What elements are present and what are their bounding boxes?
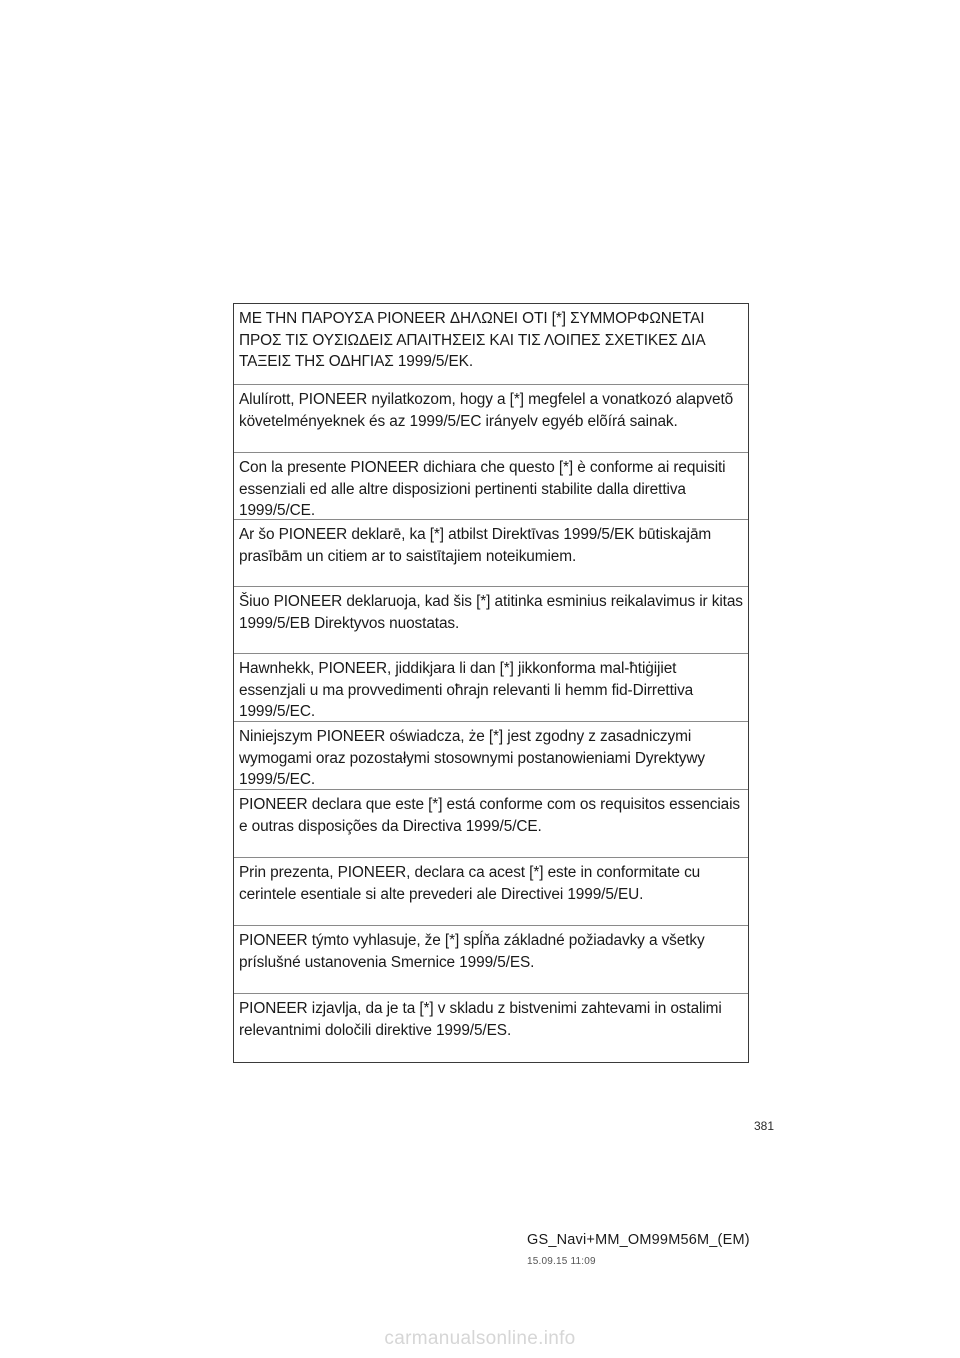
page-number: 381 bbox=[754, 1119, 775, 1133]
declaration-romanian: Prin prezenta, PIONEER, declara ca acest [*] este in conformitate cu cerintele esentiale si alte prevederi ale Directivei 1999/5/EU. bbox=[234, 858, 748, 926]
watermark-text: carmanualsonline.info bbox=[384, 1328, 576, 1349]
footer-date-time: 15.09.15 11:09 bbox=[527, 1256, 596, 1267]
declaration-italian: Con la presente PIONEER dichiara che questo [*] è conforme ai requisiti essenziali ed alle altre disposizioni pertinenti stabilite dalla direttiva 1999/5/CE. bbox=[234, 453, 748, 520]
declaration-lithuanian: Šiuo PIONEER deklaruoja, kad šis [*] atitinka esminius reikalavimus ir kitas 1999/5/EB Direktyvos nuostatas. bbox=[234, 587, 748, 654]
declaration-maltese: Hawnhekk, PIONEER, jiddikjara li dan [*] jikkonforma mal-ħtiġijiet essenzjali u ma provvedimenti oħrajn relevanti li hemm fid-Dirrettiva 1999/5/EC. bbox=[234, 654, 748, 722]
declaration-polish: Niniejszym PIONEER oświadcza, że [*] jest zgodny z zasadniczymi wymogami oraz pozostałymi stosownymi postanowieniami Dyrektywy 1999/5/EC. bbox=[234, 722, 748, 790]
footer-document-id: GS_Navi+MM_OM99M56M_(EM) bbox=[527, 1232, 750, 1248]
declaration-latvian: Ar šo PIONEER deklarē, ka [*] atbilst Direktīvas 1999/5/EK būtiskajām prasībām un citiem ar to saistītajiem noteikumiem. bbox=[234, 520, 748, 587]
declaration-hungarian: Alulírott, PIONEER nyilatkozom, hogy a [*] megfelel a vonatkozó alapvetõ követelményeknek és az 1999/5/EC irányelv egyéb elõírá sainak. bbox=[234, 385, 748, 453]
declarations-table bbox=[233, 303, 749, 1063]
declaration-greek: ΜΕ ΤΗΝ ΠΑΡΟΥΣΑ PIONEER ΔΗΛΩΝΕΙ ΟΤΙ [*] ΣΥΜΜΟΡΦΩΝΕΤΑΙ ΠΡΟΣ ΤΙΣ ΟΥΣΙΩΔΕΙΣ ΑΠΑΙΤΗΣΕΙΣ ΚΑΙ ΤΙΣ ΛΟΙΠΕΣ ΣΧΕΤΙΚΕΣ ΔΙΑ ΤΑΞΕΙΣ ΤΗΣ ΟΔΗΓΙΑΣ 1999/5/ΕΚ. bbox=[234, 304, 748, 385]
declaration-slovak: PIONEER týmto vyhlasuje, že [*] spĺňa základné požiadavky a všetky príslušné ustanovenia Smernice 1999/5/ES. bbox=[234, 926, 748, 994]
declaration-slovenian: PIONEER izjavlja, da je ta [*] v skladu z bistvenimi zahtevami in ostalimi relevantnimi določili direktive 1999/5/ES. bbox=[239, 1000, 722, 1039]
declaration-portuguese: PIONEER declara que este [*] está conforme com os requisitos essenciais e outras disposições da Directiva 1999/5/CE. bbox=[234, 790, 748, 858]
